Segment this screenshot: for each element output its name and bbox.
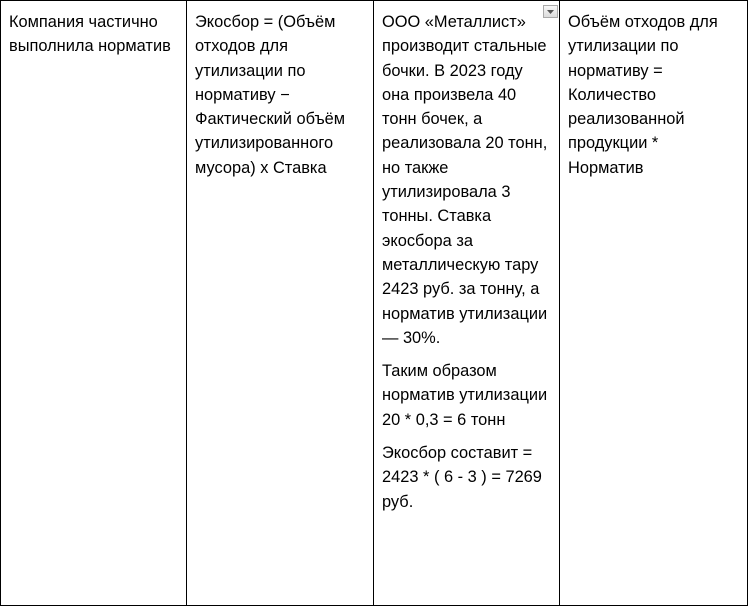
cell-dropdown-button[interactable] xyxy=(543,5,558,18)
table-cell-status[interactable] xyxy=(1,1,186,605)
cell-text-calculation: Таким образом норматив утилизации 20 * 0,3 = 6 тонн xyxy=(382,362,548,429)
table-cell-example[interactable] xyxy=(373,1,559,605)
table-cell-norm-formula[interactable] xyxy=(559,1,747,605)
cell-text: Компания частично выполнила норматив xyxy=(9,13,171,56)
cell-text: Экосбор = (Объём отходов для утилизации по нормативу − Фактический объём утилизированного мусора) х Ставка xyxy=(195,13,346,177)
chevron-down-icon xyxy=(546,9,555,15)
cell-text-result: Экосбор составит = 2423 * ( 6 - 3 ) = 7269 руб. xyxy=(382,444,542,511)
table-cell-formula[interactable] xyxy=(186,1,373,605)
cell-text-example: ООО «Металлист» производит стальные бочки. В 2023 году она произвела 40 тонн бочек, а реализовала 20 тонн, но также утилизировала 3 тонны. Ставка экосбора за металлическую тару 2423 руб. за тонну, а норматив утилизации — 30%. xyxy=(382,13,548,347)
cell-text: Объём отходов для утилизации по нормативу = Количество реализованной продукции * Норматив xyxy=(568,13,718,177)
